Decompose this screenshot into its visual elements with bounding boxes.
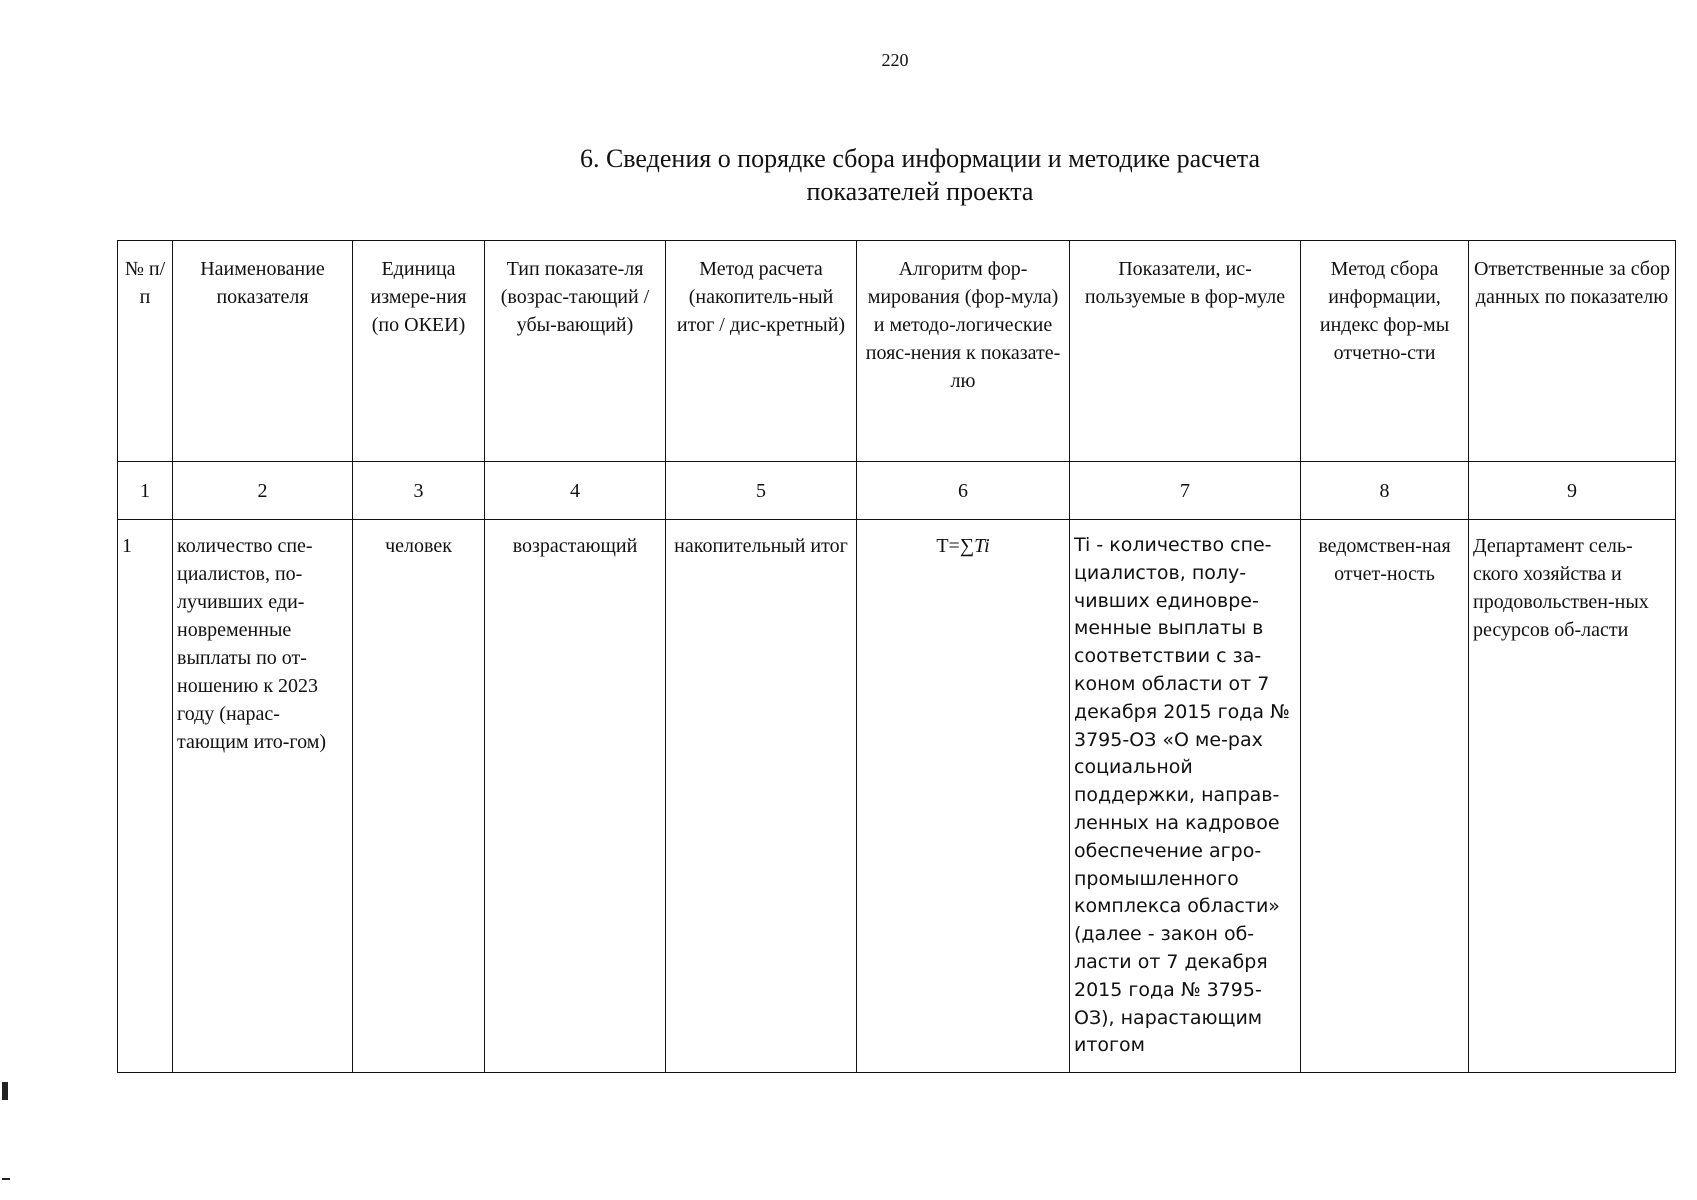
header-cell-type: Тип показате-ля (возрас-тающий / убы-вающий) xyxy=(485,241,666,462)
formula-variable: Ti xyxy=(974,535,990,557)
header-cell-formula: Алгоритм фор-мирования (фор-мула) и методо-логические пояс-нения к показате-лю xyxy=(857,241,1070,462)
unit-cell: человек xyxy=(353,520,485,1073)
indicator-name-cell: количество спе-циалистов, по-лучивших еди-новременные выплаты по от-ношению к 2023 году (нарас-тающим ито-гом) xyxy=(173,520,353,1073)
formula-cell xyxy=(857,520,1070,1073)
page-title-line-1: 6. Сведения о порядке сбора информации и методике расчета xyxy=(579,144,1261,173)
column-number-cell: 3 xyxy=(353,462,485,520)
column-number-cell: 9 xyxy=(1469,462,1676,520)
variables-cell: Ti - количество спе-циалистов, полу-чивших единовре-менные выплаты в соответствии с за-коном области от 7 декабря 2015 года № 3795-ОЗ «О ме-рах социальной поддержки, направ-ленных на кадровое обеспечение агро-промышленного комплекса области» (далее - закон об-ласти от 7 декабря 2015 года № 3795-ОЗ), нарастающим итогом xyxy=(1070,520,1301,1073)
responsible-cell: Департамент сель-ского хозяйства и продовольствен-ных ресурсов об-ласти xyxy=(1469,520,1676,1073)
header-cell-name: Наименование показателя xyxy=(173,241,353,462)
header-cell-method: Метод расчета (накопитель-ный итог / дис-кретный) xyxy=(666,241,857,462)
type-cell: возрастающий xyxy=(485,520,666,1073)
header-cell-collection-method: Метод сбора информации, индекс фор-мы отчетно-сти xyxy=(1301,241,1469,462)
column-number-cell: 4 xyxy=(485,462,666,520)
column-number-cell: 8 xyxy=(1301,462,1469,520)
row-number-cell: 1 xyxy=(118,520,173,1073)
header-cell-unit: Единица измере-ния (по ОКЕИ) xyxy=(353,241,485,462)
page-number: 220 xyxy=(881,50,909,70)
column-number-cell: 6 xyxy=(857,462,1070,520)
column-number-cell: 1 xyxy=(118,462,173,520)
method-cell: накопительный итог xyxy=(666,520,857,1073)
scan-margin-mark xyxy=(2,1082,8,1100)
column-number-cell: 7 xyxy=(1070,462,1301,520)
header-cell-variables: Показатели, ис-пользуемые в фор-муле xyxy=(1070,241,1301,462)
formula-lhs: T=∑ xyxy=(936,535,975,557)
column-number-cell: 2 xyxy=(173,462,353,520)
page-title xyxy=(420,142,1420,208)
header-cell-responsible: Ответственные за сбор данных по показателю xyxy=(1469,241,1676,462)
column-number-cell: 5 xyxy=(666,462,857,520)
scan-margin-mark xyxy=(2,1178,10,1180)
column-number-row xyxy=(118,462,1676,520)
table-header-row xyxy=(118,241,1676,462)
header-cell-number: № п/ п xyxy=(118,241,173,462)
table-row xyxy=(118,520,1676,1073)
page-title-line-2: показателей проекта xyxy=(806,177,1034,206)
collection-method-cell: ведомствен-ная отчет-ность xyxy=(1301,520,1469,1073)
indicators-table xyxy=(117,240,1676,1073)
